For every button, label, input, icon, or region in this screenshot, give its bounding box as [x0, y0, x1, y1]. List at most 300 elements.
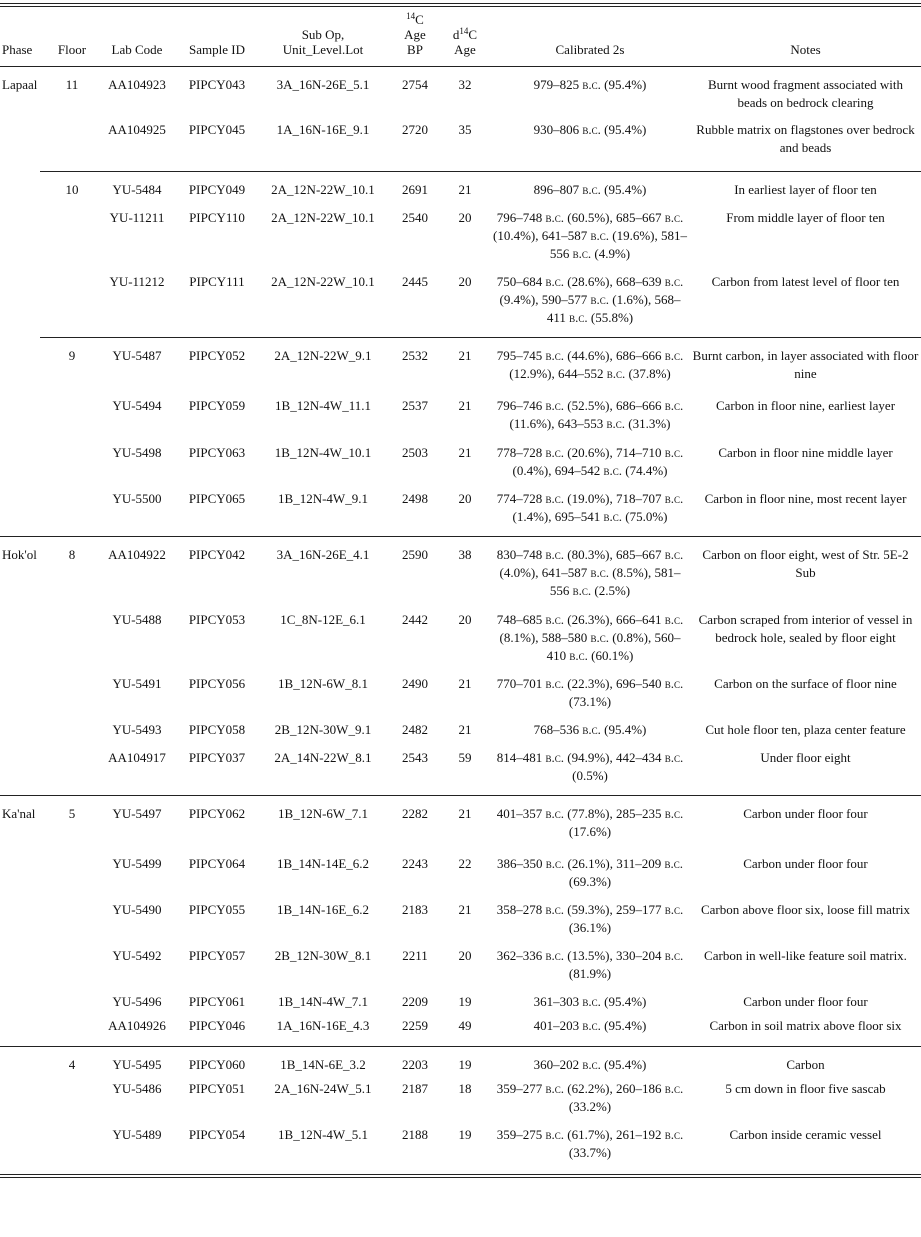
bc-era-label: b.c. [590, 565, 609, 580]
floor-cell [48, 1017, 96, 1046]
table-bottom-rule-outer [0, 1177, 921, 1178]
phase-cell [0, 1080, 48, 1126]
phase-cell [0, 721, 48, 749]
floor-cell [48, 490, 96, 536]
col-header-d14c-d: d [452, 27, 460, 42]
c14-age-cell: 2590 [402, 547, 428, 562]
lab-code-cell: YU-5500 [112, 491, 162, 506]
bc-era-label: b.c. [664, 1081, 684, 1096]
col-header-c14-age-line2: Age [404, 27, 426, 42]
calibrated-cell: 778–728 b.c. (20.6%), 714–710 b.c. (0.4%), 694–542 b.c. (74.4%) [496, 445, 684, 478]
calibrated-cell: 360–202 b.c. (95.4%) [533, 1057, 647, 1072]
bc-era-label: b.c. [545, 676, 564, 691]
c14-age-cell: 2187 [402, 1081, 428, 1096]
d14c-age-cell: 35 [458, 122, 472, 137]
sample-id-cell: PIPCY060 [188, 1057, 246, 1072]
sub-op-cell: 2A_12N-22W_10.1 [271, 210, 375, 225]
floor-separator-rule [40, 1046, 921, 1047]
floor-cell: 10 [65, 182, 79, 197]
floor-cell: 8 [68, 547, 76, 562]
c14-age-cell: 2209 [402, 994, 428, 1009]
table-row [0, 209, 921, 273]
col-header-d14c-c: C [468, 27, 478, 42]
c14-age-cell: 2490 [402, 676, 428, 691]
c14-age-cell: 2532 [402, 348, 428, 363]
floor-cell: 4 [68, 1057, 76, 1072]
col-header-notes: Notes [790, 42, 821, 57]
d14c-age-cell: 21 [458, 902, 472, 917]
floor-cell [48, 675, 96, 721]
col-header-d14c-sup: 14 [459, 26, 469, 37]
col-header-lab-code: Lab Code [111, 42, 163, 57]
notes-cell: 5 cm down in floor five sascab [725, 1081, 886, 1096]
bc-era-label: b.c. [545, 806, 564, 821]
bc-era-label: b.c. [582, 182, 601, 197]
lab-code-cell: YU-11211 [109, 210, 165, 225]
lab-code-cell: YU-5486 [112, 1081, 162, 1096]
sample-id-cell: PIPCY061 [188, 994, 246, 1009]
sample-id-cell: PIPCY052 [188, 348, 246, 363]
c14-age-cell: 2540 [402, 210, 428, 225]
c14-age-cell: 2211 [402, 948, 428, 963]
calibrated-cell: 830–748 b.c. (80.3%), 685–667 b.c. (4.0%), 641–587 b.c. (8.5%), 581–556 b.c. (2.5%) [496, 547, 684, 598]
notes-cell: Burnt wood fragment associated with beads on bedrock clearing [708, 77, 903, 110]
phase-cell [0, 855, 48, 901]
table-body [0, 66, 921, 1174]
sample-id-cell: PIPCY065 [188, 491, 246, 506]
sample-id-cell: PIPCY043 [188, 77, 246, 92]
table-row [0, 444, 921, 490]
d14c-age-cell: 20 [458, 491, 472, 506]
bc-era-label: b.c. [582, 1057, 601, 1072]
notes-cell: Carbon under floor four [743, 856, 868, 871]
floor-cell [48, 273, 96, 337]
table-row [0, 901, 921, 947]
bc-era-label: b.c. [664, 398, 684, 413]
floor-separator-rule [40, 171, 921, 172]
phase-cell [0, 273, 48, 337]
bc-era-label: b.c. [664, 445, 684, 460]
d14c-age-cell: 49 [458, 1018, 472, 1033]
bc-era-label: b.c. [545, 210, 564, 225]
sample-id-cell: PIPCY056 [188, 676, 246, 691]
floor-cell [48, 749, 96, 795]
c14-age-cell: 2203 [402, 1057, 428, 1072]
c14-age-cell: 2537 [402, 398, 428, 413]
sample-id-cell: PIPCY063 [188, 445, 246, 460]
sample-id-cell: PIPCY062 [188, 806, 246, 821]
notes-cell: Carbon in floor nine middle layer [718, 445, 893, 460]
notes-cell: Carbon in soil matrix above floor six [709, 1018, 902, 1033]
phase-cell [0, 121, 48, 171]
sub-op-cell: 1A_16N-16E_9.1 [276, 122, 370, 137]
sample-id-cell: PIPCY111 [189, 274, 245, 289]
notes-cell: Carbon from latest level of floor ten [711, 274, 900, 289]
phase-cell [0, 209, 48, 273]
c14-age-cell: 2183 [402, 902, 428, 917]
notes-cell: Carbon in floor nine, most recent layer [704, 491, 907, 506]
notes-cell: From middle layer of floor ten [726, 210, 885, 225]
bc-era-label: b.c. [569, 310, 588, 325]
calibrated-cell: 750–684 b.c. (28.6%), 668–639 b.c. (9.4%), 590–577 b.c. (1.6%), 568–411 b.c. (55.8%) [496, 274, 684, 325]
floor-cell [48, 121, 96, 171]
lab-code-cell: YU-5499 [112, 856, 162, 871]
bc-era-label: b.c. [664, 1127, 684, 1142]
sub-op-cell: 2A_12N-22W_10.1 [271, 182, 375, 197]
table-row [0, 611, 921, 675]
table-row [0, 947, 921, 993]
lab-code-cell: YU-5484 [112, 182, 162, 197]
d14c-age-cell: 21 [458, 676, 472, 691]
sample-id-cell: PIPCY051 [188, 1081, 246, 1096]
col-header-calibrated: Calibrated 2s [555, 42, 625, 57]
floor-cell [48, 444, 96, 490]
sub-op-cell: 3A_16N-26E_5.1 [276, 77, 370, 92]
phase-cell [0, 611, 48, 675]
floor-cell [48, 1080, 96, 1126]
calibrated-cell: 930–806 b.c. (95.4%) [533, 122, 647, 137]
table-row [0, 855, 921, 901]
notes-cell: Carbon on floor eight, west of Str. 5E-2 Sub [702, 547, 909, 580]
d14c-age-cell: 21 [458, 445, 472, 460]
c14-age-cell: 2543 [402, 750, 428, 765]
notes-cell: Carbon [786, 1057, 825, 1072]
bc-era-label: b.c. [545, 1081, 564, 1096]
phase-cell [0, 397, 48, 444]
bc-era-label: b.c. [545, 948, 564, 963]
table-row [0, 795, 921, 855]
sub-op-cell: 1B_12N-6W_8.1 [278, 676, 368, 691]
col-header-sub-op-line1: Sub Op, [301, 27, 345, 42]
sample-id-cell: PIPCY055 [188, 902, 246, 917]
bc-era-label: b.c. [545, 547, 564, 562]
sample-id-cell: PIPCY054 [188, 1127, 246, 1142]
table-row [0, 490, 921, 536]
sub-op-cell: 3A_16N-26E_4.1 [276, 547, 370, 562]
phase-separator-rule [0, 795, 921, 796]
lab-code-cell: YU-11212 [109, 274, 165, 289]
notes-cell: Carbon on the surface of floor nine [714, 676, 897, 691]
bc-era-label: b.c. [590, 292, 609, 307]
calibrated-cell: 362–336 b.c. (13.5%), 330–204 b.c. (81.9%) [496, 948, 684, 981]
floor-separator-rule [40, 337, 921, 338]
sub-op-cell: 1B_12N-4W_10.1 [274, 445, 372, 460]
table-row [0, 721, 921, 749]
table-row [0, 749, 921, 795]
table-row [0, 273, 921, 337]
floor-cell [48, 611, 96, 675]
c14-age-cell: 2720 [402, 122, 428, 137]
lab-code-cell: YU-5493 [112, 722, 162, 737]
table-row [0, 171, 921, 209]
phase-cell [0, 993, 48, 1017]
bc-era-label: b.c. [545, 398, 564, 413]
table-row [0, 675, 921, 721]
sub-op-cell: 2A_12N-22W_9.1 [274, 348, 372, 363]
calibrated-cell: 358–278 b.c. (59.3%), 259–177 b.c. (36.1%) [496, 902, 684, 935]
d14c-age-cell: 21 [458, 348, 472, 363]
bc-era-label: b.c. [545, 612, 564, 627]
table-row [0, 337, 921, 397]
table-row [0, 1046, 921, 1080]
phase-cell [0, 444, 48, 490]
phase-cell [0, 171, 48, 209]
bc-era-label: b.c. [664, 948, 684, 963]
phase-separator-rule [0, 536, 921, 537]
floor-cell: 9 [68, 348, 76, 363]
d14c-age-cell: 20 [458, 274, 472, 289]
bc-era-label: b.c. [664, 491, 684, 506]
bc-era-label: b.c. [545, 348, 564, 363]
c14-age-cell: 2243 [402, 856, 428, 871]
d14c-age-cell: 20 [458, 210, 472, 225]
bc-era-label: b.c. [664, 856, 684, 871]
sample-id-cell: PIPCY058 [188, 722, 246, 737]
phase-cell: Ka'nal [2, 806, 36, 821]
table-row [0, 66, 921, 121]
bc-era-label: b.c. [545, 445, 564, 460]
lab-code-cell: YU-5488 [112, 612, 162, 627]
notes-cell: Carbon above floor six, loose fill matrix [700, 902, 911, 917]
notes-cell: Carbon inside ceramic vessel [729, 1127, 882, 1142]
sub-op-cell: 1B_12N-4W_9.1 [278, 491, 368, 506]
table-row [0, 121, 921, 171]
notes-cell: Rubble matrix on flagstones over bedrock and beads [696, 122, 915, 155]
phase-cell [0, 1126, 48, 1174]
table-bottom-rule-inner [0, 1174, 921, 1175]
phase-cell: Lapaal [2, 77, 38, 92]
bc-era-label: b.c. [606, 416, 626, 431]
notes-cell: Carbon under floor four [743, 994, 868, 1009]
bc-era-label: b.c. [606, 366, 626, 381]
lab-code-cell: AA104925 [108, 122, 166, 137]
sub-op-cell: 2B_12N-30W_9.1 [274, 722, 372, 737]
sub-op-cell: 1B_12N-4W_11.1 [275, 398, 371, 413]
bc-era-label: b.c. [545, 902, 564, 917]
phase-cell [0, 749, 48, 795]
phase-cell [0, 947, 48, 993]
table-row [0, 1080, 921, 1126]
c14-age-cell: 2754 [402, 77, 428, 92]
sub-op-cell: 2B_12N-30W_8.1 [274, 948, 372, 963]
table-row [0, 397, 921, 444]
bc-era-label: b.c. [545, 274, 564, 289]
c14-age-cell: 2442 [402, 612, 428, 627]
bc-era-label: b.c. [590, 630, 609, 645]
floor-cell [48, 901, 96, 947]
bc-era-label: b.c. [664, 902, 684, 917]
bc-era-label: b.c. [664, 547, 684, 562]
d14c-age-cell: 19 [458, 994, 472, 1009]
bc-era-label: b.c. [569, 648, 588, 663]
bc-era-label: b.c. [664, 274, 684, 289]
bc-era-label: b.c. [572, 583, 592, 598]
table-top-rule-outer [0, 3, 921, 4]
phase-cell: Hok'ol [2, 547, 37, 562]
floor-cell [48, 1126, 96, 1174]
phase-cell [0, 1017, 48, 1046]
sub-op-cell: 1B_14N-4W_7.1 [278, 994, 368, 1009]
lab-code-cell: YU-5489 [112, 1127, 162, 1142]
bc-era-label: b.c. [664, 806, 684, 821]
table-row [0, 536, 921, 611]
floor-cell [48, 947, 96, 993]
col-header-sub-op-line2: Unit_Level.Lot [282, 42, 364, 57]
c14-age-cell: 2498 [402, 491, 428, 506]
calibrated-cell: 359–275 b.c. (61.7%), 261–192 b.c. (33.7%) [496, 1127, 684, 1160]
c14-age-cell: 2282 [402, 806, 428, 821]
phase-cell [0, 675, 48, 721]
d14c-age-cell: 38 [458, 547, 472, 562]
c14-age-cell: 2691 [402, 182, 428, 197]
c14-age-cell: 2503 [402, 445, 428, 460]
calibrated-cell: 401–203 b.c. (95.4%) [533, 1018, 647, 1033]
notes-cell: Cut hole floor ten, plaza center feature [705, 722, 906, 737]
bc-era-label: b.c. [664, 750, 684, 765]
col-header-c14-age [390, 0, 440, 66]
calibrated-cell: 979–825 b.c. (95.4%) [533, 77, 647, 92]
sub-op-cell: 2A_16N-24W_5.1 [274, 1081, 372, 1096]
d14c-age-cell: 19 [458, 1127, 472, 1142]
notes-cell: Under floor eight [760, 750, 851, 765]
sample-id-cell: PIPCY053 [188, 612, 246, 627]
col-header-sub-op [256, 0, 390, 66]
floor-cell [48, 721, 96, 749]
lab-code-cell: YU-5498 [112, 445, 162, 460]
d14c-age-cell: 20 [458, 612, 472, 627]
sub-op-cell: 1B_14N-6E_3.2 [280, 1057, 366, 1072]
phase-cell [0, 1046, 48, 1080]
d14c-age-cell: 21 [458, 398, 472, 413]
notes-cell: Carbon under floor four [743, 806, 868, 821]
col-header-c14-sup: 14 [406, 11, 416, 22]
sample-id-cell: PIPCY064 [188, 856, 246, 871]
sample-id-cell: PIPCY059 [188, 398, 246, 413]
floor-cell [48, 397, 96, 444]
bc-era-label: b.c. [545, 856, 565, 871]
lab-code-cell: YU-5491 [112, 676, 162, 691]
sample-id-cell: PIPCY045 [188, 122, 246, 137]
col-header-d14c-age [440, 0, 490, 66]
calibrated-cell: 796–746 b.c. (52.5%), 686–666 b.c. (11.6%), 643–553 b.c. (31.3%) [496, 398, 684, 431]
table-row [0, 1017, 921, 1046]
sample-id-cell: PIPCY042 [188, 547, 246, 562]
lab-code-cell: YU-5494 [112, 398, 162, 413]
floor-cell [48, 993, 96, 1017]
calibrated-cell: 896–807 b.c. (95.4%) [533, 182, 647, 197]
bc-era-label: b.c. [572, 246, 592, 261]
bc-era-label: b.c. [545, 750, 564, 765]
calibrated-cell: 814–481 b.c. (94.9%), 442–434 b.c. (0.5%) [496, 750, 684, 783]
sub-op-cell: 1B_12N-6W_7.1 [278, 806, 368, 821]
lab-code-cell: YU-5495 [112, 1057, 162, 1072]
d14c-age-cell: 32 [458, 77, 472, 92]
table-header [0, 0, 921, 66]
notes-cell: Carbon scraped from interior of vessel in bedrock hole, sealed by floor eight [698, 612, 913, 645]
sub-op-cell: 2A_12N-22W_10.1 [271, 274, 375, 289]
calibrated-cell: 359–277 b.c. (62.2%), 260–186 b.c. (33.2%) [496, 1081, 684, 1114]
calibrated-cell: 386–350 b.c. (26.1%), 311–209 b.c. (69.3%) [496, 856, 684, 889]
d14c-age-cell: 59 [458, 750, 472, 765]
sample-id-cell: PIPCY049 [188, 182, 246, 197]
calibrated-cell: 748–685 b.c. (26.3%), 666–641 b.c. (8.1%), 588–580 b.c. (0.8%), 560–410 b.c. (60.1%) [496, 612, 684, 663]
lab-code-cell: YU-5496 [112, 994, 162, 1009]
notes-cell: Burnt carbon, in layer associated with floor nine [692, 348, 919, 381]
floor-cell: 11 [65, 77, 79, 92]
bc-era-label: b.c. [590, 228, 609, 243]
calibrated-cell: 768–536 b.c. (95.4%) [533, 722, 647, 737]
lab-code-cell: AA104926 [108, 1018, 166, 1033]
calibrated-cell: 770–701 b.c. (22.3%), 696–540 b.c. (73.1%) [496, 676, 684, 709]
sub-op-cell: 1B_14N-14E_6.2 [276, 856, 370, 871]
bc-era-label: b.c. [545, 1127, 564, 1142]
d14c-age-cell: 21 [458, 722, 472, 737]
bc-era-label: b.c. [603, 463, 622, 478]
d14c-age-cell: 18 [458, 1081, 472, 1096]
d14c-age-cell: 21 [458, 182, 472, 197]
d14c-age-cell: 20 [458, 948, 472, 963]
notes-cell: In earliest layer of floor ten [734, 182, 877, 197]
lab-code-cell: YU-5497 [112, 806, 162, 821]
lab-code-cell: YU-5487 [112, 348, 162, 363]
col-header-c14-c: C [415, 12, 424, 27]
sub-op-cell: 2A_14N-22W_8.1 [274, 750, 372, 765]
d14c-age-cell: 22 [458, 856, 472, 871]
lab-code-cell: YU-5492 [112, 948, 162, 963]
sample-id-cell: PIPCY110 [189, 210, 245, 225]
phase-cell [0, 337, 48, 397]
floor-cell [48, 855, 96, 901]
floor-cell [48, 209, 96, 273]
calibrated-cell: 361–303 b.c. (95.4%) [533, 994, 647, 1009]
lab-code-cell: AA104922 [108, 547, 166, 562]
col-header-sample-id: Sample ID [189, 42, 245, 57]
bc-era-label: b.c. [582, 722, 601, 737]
c14-age-cell: 2482 [402, 722, 428, 737]
sub-op-cell: 1B_12N-4W_5.1 [278, 1127, 368, 1142]
calibrated-cell: 401–357 b.c. (77.8%), 285–235 b.c. (17.6%) [496, 806, 684, 839]
bc-era-label: b.c. [582, 77, 601, 92]
col-header-d14c-age-line2: Age [454, 42, 476, 57]
lab-code-cell: AA104917 [108, 750, 166, 765]
table-row [0, 1126, 921, 1174]
col-header-phase: Phase [2, 42, 33, 57]
col-header-floor: Floor [57, 42, 87, 57]
c14-age-cell: 2445 [402, 274, 428, 289]
phase-cell [0, 901, 48, 947]
sample-id-cell: PIPCY057 [188, 948, 246, 963]
calibrated-cell: 795–745 b.c. (44.6%), 686–666 b.c. (12.9%), 644–552 b.c. (37.8%) [496, 348, 684, 381]
notes-cell: Carbon in well-like feature soil matrix. [704, 948, 907, 963]
bc-era-label: b.c. [664, 210, 684, 225]
c14-age-cell: 2259 [402, 1018, 428, 1033]
sample-id-cell: PIPCY037 [188, 750, 246, 765]
table-top-rule-inner [0, 6, 921, 7]
phase-cell [0, 490, 48, 536]
lab-code-cell: YU-5490 [112, 902, 162, 917]
notes-cell: Carbon in floor nine, earliest layer [715, 398, 896, 413]
sub-op-cell: 1A_16N-16E_4.3 [276, 1018, 370, 1033]
sub-op-cell: 1B_14N-16E_6.2 [276, 902, 370, 917]
bc-era-label: b.c. [582, 122, 601, 137]
bc-era-label: b.c. [603, 509, 622, 524]
sub-op-cell: 1C_8N-12E_6.1 [280, 612, 366, 627]
header-bottom-rule [0, 66, 921, 67]
bc-era-label: b.c. [545, 491, 564, 506]
table-row [0, 993, 921, 1017]
col-header-c14-age-line3: BP [407, 42, 423, 57]
sample-id-cell: PIPCY046 [188, 1018, 246, 1033]
